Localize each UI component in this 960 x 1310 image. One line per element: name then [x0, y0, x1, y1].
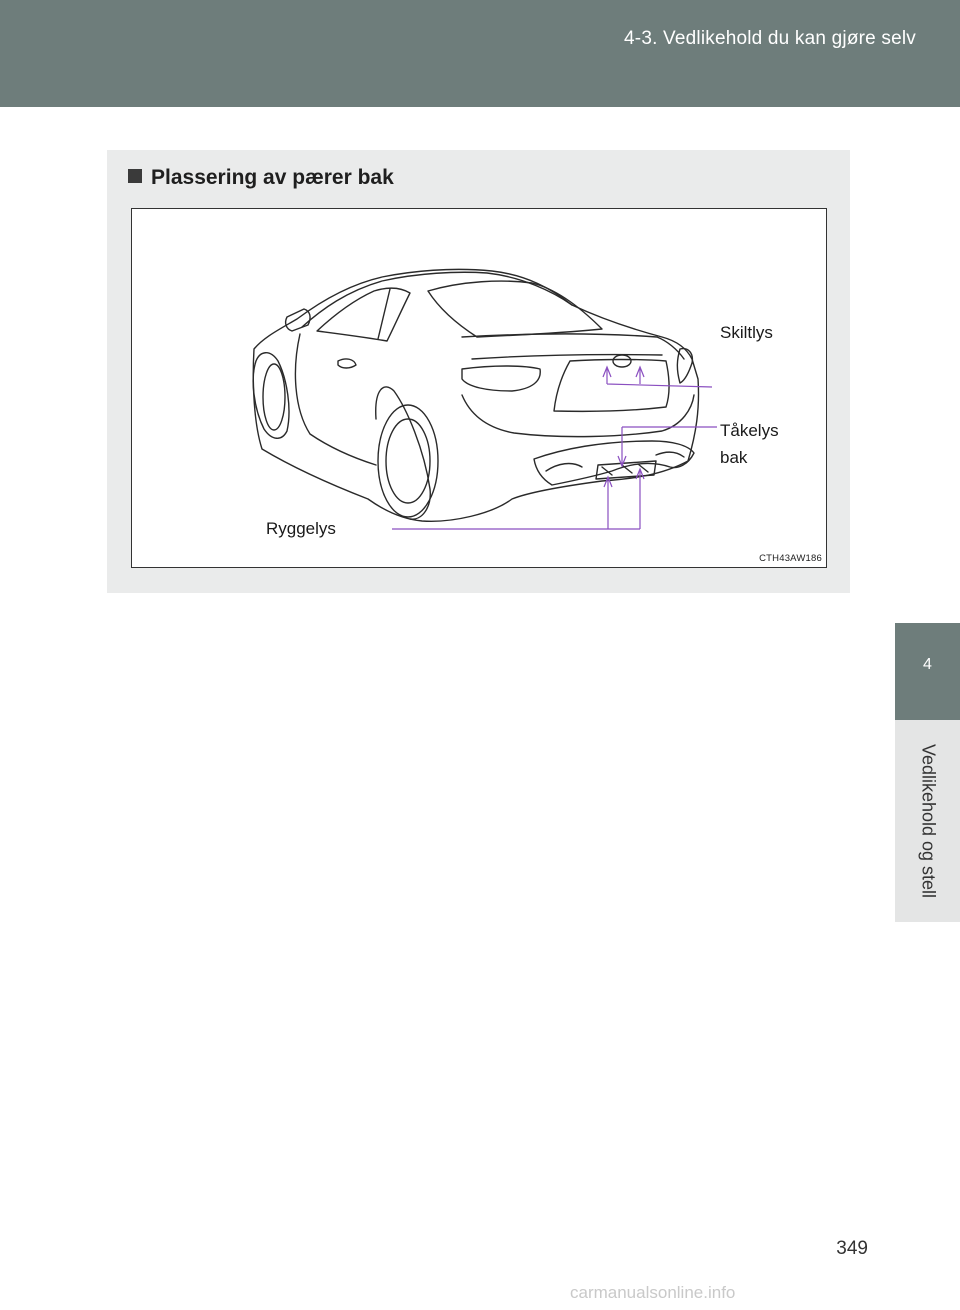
- page-header: [0, 0, 960, 107]
- watermark: carmanualsonline.info: [570, 1283, 736, 1302]
- section-title-text: Plassering av pærer bak: [151, 166, 394, 189]
- page-number: 349: [836, 1238, 868, 1259]
- side-window: [317, 288, 410, 341]
- car-rear-illustration: [132, 209, 826, 567]
- chapter-number: 4: [923, 656, 932, 673]
- rear-bumper: [462, 395, 694, 437]
- emblem: [613, 355, 631, 367]
- chapter-label-tab: [895, 720, 960, 922]
- rear-window: [428, 281, 602, 337]
- left-tail-light: [462, 366, 540, 391]
- figure-code: CTH43AW186: [759, 553, 822, 564]
- rear-wheel-arch: [376, 387, 431, 519]
- chapter-number-tab: [895, 623, 960, 720]
- callout-rear-fog-line2: bak: [720, 448, 748, 467]
- rear-bulb-figure: [131, 208, 827, 568]
- rear-wheel: [378, 405, 438, 517]
- callout-reverse-light: Ryggelys: [266, 519, 336, 538]
- header-title: 4-3. Vedlikehold du kan gjøre selv: [624, 28, 916, 49]
- rear-fog-leader: [622, 427, 717, 464]
- section-title: [128, 166, 394, 190]
- chapter-label: Vedlikehold og stell: [918, 743, 938, 899]
- square-bullet-icon: [128, 169, 142, 183]
- door-line: [295, 334, 376, 465]
- car-body-outline: [253, 269, 698, 521]
- section-panel: [107, 150, 850, 593]
- callout-license-light: Skiltlys: [720, 323, 773, 342]
- callout-rear-fog-line1: Tåkelys: [720, 421, 779, 440]
- door-handle: [338, 359, 356, 368]
- front-wheel: [263, 364, 285, 430]
